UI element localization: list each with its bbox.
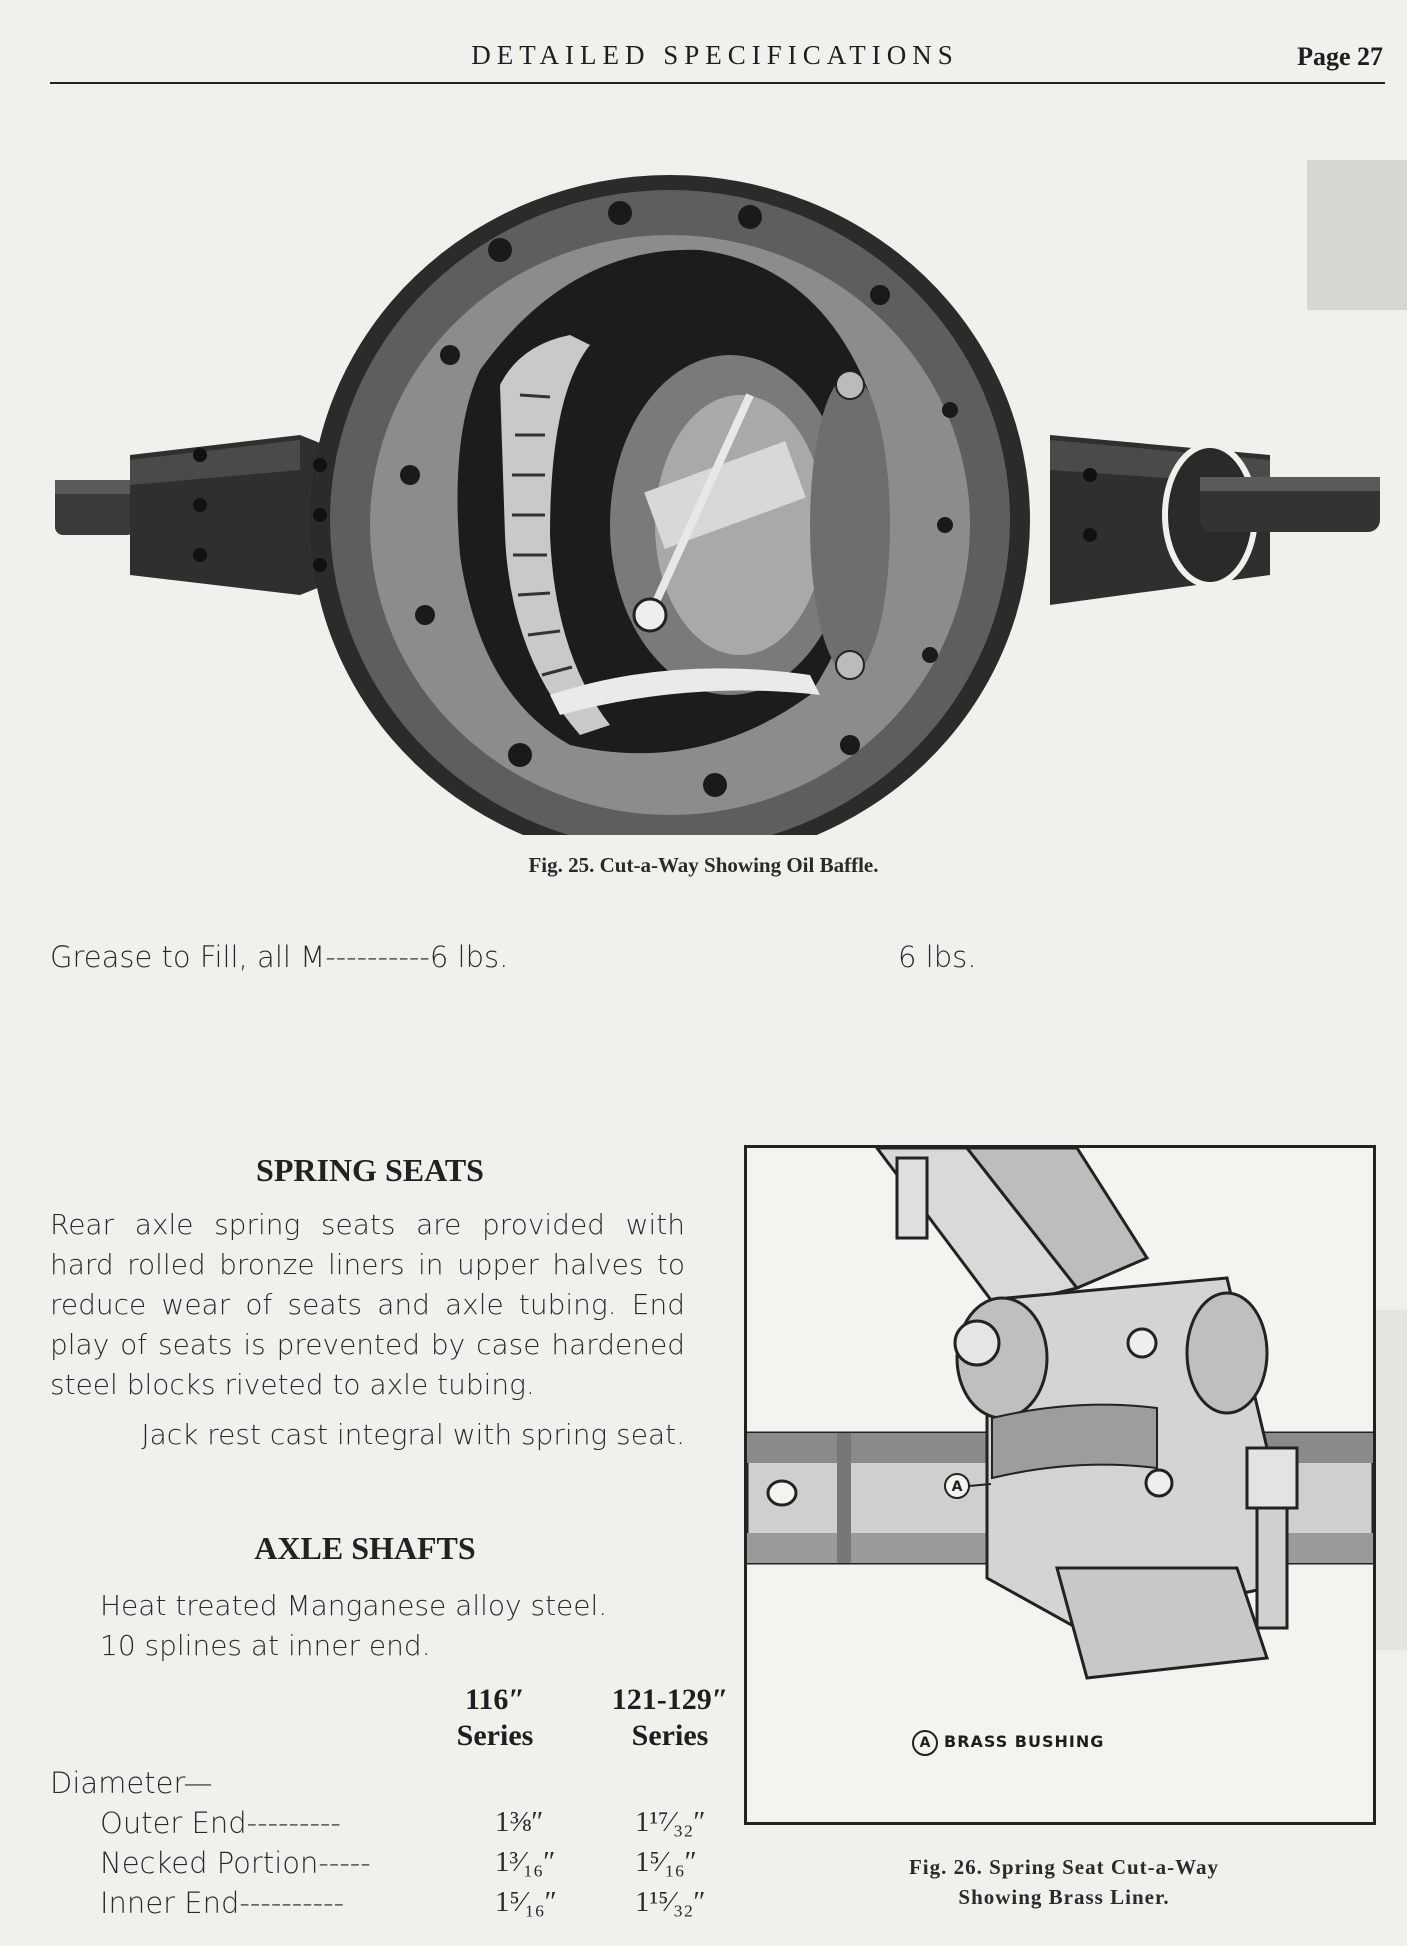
row-value-121-129: 1¹⁵⁄₃₂″	[635, 1886, 706, 1918]
figure-25-caption: Fig. 25. Cut-a-Way Showing Oil Baffle.	[528, 853, 879, 877]
grease-leader-dots: ----------	[325, 940, 430, 974]
spring-seat-cutaway-illustration	[747, 1148, 1373, 1822]
spring-seats-paragraph: Rear axle spring seats are provided with hard rolled bronze liners in upper halves to reduce wear of seats and axle tubing. End play of seats is prevented by case hardened steel blocks riveted to axle tubing.	[50, 1208, 685, 1401]
axle-shafts-description	[100, 1586, 607, 1666]
column-header-116-size: 116″	[465, 1683, 525, 1716]
grease-value-116: 6 lbs.	[429, 940, 509, 974]
svg-text:A: A	[951, 1479, 963, 1495]
page-header-title: DETAILED SPECIFICATIONS	[471, 40, 959, 70]
grease-spec-line	[50, 940, 750, 974]
axle-shafts-line-2: 10 splines at inner end.	[100, 1629, 431, 1662]
figure-26-caption-line-1: Fig. 26. Spring Seat Cut-a-Way	[908, 1855, 1219, 1879]
axle-shafts-line-1: Heat treated Manganese alloy steel.	[100, 1589, 608, 1622]
table-row	[100, 1846, 730, 1886]
table-row	[100, 1806, 730, 1846]
column-header-116	[420, 1682, 570, 1754]
figure-26-caption-line-2: Showing Brass Liner.	[958, 1885, 1170, 1909]
diameter-label: Diameter—	[50, 1766, 213, 1800]
figure-26-caption	[744, 1852, 1384, 1912]
row-value-116: 1³⁄₁₆″	[495, 1846, 556, 1878]
rear-axle-cutaway-illustration	[50, 135, 1385, 835]
row-value-121-129: 1⁵⁄₁₆″	[635, 1846, 697, 1878]
spring-seats-jack-rest: Jack rest cast integral with spring seat.	[141, 1418, 685, 1451]
brass-bushing-label: BRASS BUSHING	[944, 1732, 1105, 1751]
row-leader-dots: ---------	[246, 1806, 341, 1840]
spring-seats-heading: SPRING SEATS	[256, 1152, 484, 1188]
row-leader-dots: -----	[318, 1846, 371, 1880]
figure-26-frame	[744, 1145, 1376, 1825]
row-label-text: Inner End	[100, 1886, 240, 1920]
header-rule	[50, 82, 1385, 84]
column-header-121-129-size: 121-129″	[611, 1683, 729, 1716]
grease-label: Grease to Fill, all M	[50, 940, 326, 974]
grease-value-121-129: 6 lbs.	[898, 940, 977, 974]
table-row	[100, 1886, 730, 1926]
callout-a-badge: A	[912, 1730, 938, 1756]
row-label	[100, 1846, 371, 1880]
column-header-116-series: Series	[456, 1719, 534, 1752]
row-value-116: 1⁵⁄₁₆″	[495, 1886, 557, 1918]
row-label-text: Necked Portion	[100, 1846, 319, 1880]
page-number: Page 27	[1297, 42, 1383, 71]
row-label-text: Outer End	[100, 1806, 247, 1840]
brass-bushing-legend	[912, 1730, 1104, 1756]
column-header-121-129-series: Series	[631, 1719, 709, 1752]
axle-shafts-heading: AXLE SHAFTS	[254, 1530, 476, 1566]
row-label	[100, 1886, 344, 1920]
row-value-116: 1⅜″	[495, 1806, 544, 1838]
row-value-121-129: 1¹⁷⁄₃₂″	[635, 1806, 706, 1838]
row-label	[100, 1806, 341, 1840]
row-leader-dots: ----------	[239, 1886, 345, 1920]
